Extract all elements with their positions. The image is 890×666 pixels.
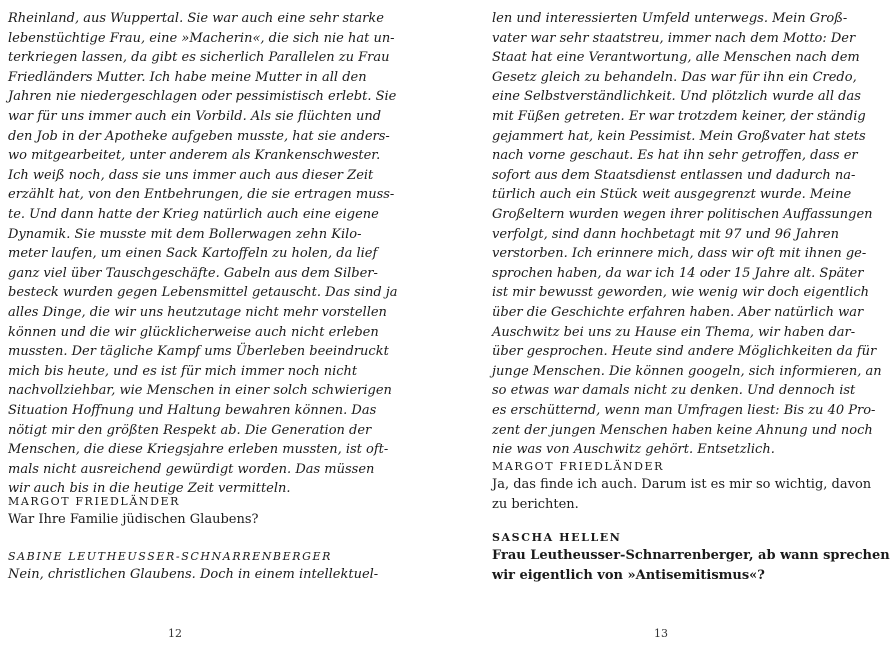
text-line: len und interessierten Umfeld unterwegs. Mein Groß- bbox=[492, 11, 848, 26]
text-line: Auschwitz bei uns zu Hause ein Thema, wir haben dar- bbox=[492, 324, 856, 340]
text-line: sofort aus dem Staatsdienst entlassen und dadurch na- bbox=[492, 167, 856, 183]
text-line: verstorben. Ich erinnere mich, dass wir oft mit ihnen ge- bbox=[492, 246, 867, 262]
text-line: zu berichten. bbox=[492, 496, 579, 512]
text-line: türlich auch ein Stück weit ausgegrenzt wurde. Meine bbox=[492, 187, 852, 203]
page-number-left: 12 bbox=[168, 627, 182, 640]
text-line: ganz viel über Tauschgeschäfte. Gabeln aus dem Silber- bbox=[8, 265, 378, 281]
text-line: lebenstüchtige Frau, eine »Macherin«, die sich nie hat un- bbox=[8, 30, 395, 46]
text-line: te. Und dann hatte der Krieg natürlich auch eine eigene bbox=[8, 207, 379, 222]
text-line: Großeltern wurden wegen ihrer politischen Auffassungen bbox=[492, 207, 873, 222]
text-line: Nein, christlichen Glaubens. Doch in einem intellektuel- bbox=[8, 567, 379, 582]
speaker-label-sabine-leutheusser-schnarrenberger: SABINE LEUTHEUSSER-SCHNARRENBERGER bbox=[8, 550, 333, 563]
text-line: wir auch bis in die heutige Zeit vermitteln. bbox=[8, 481, 291, 497]
text-line: erzählt hat, von den Entbehrungen, die sie ertragen muss- bbox=[8, 187, 395, 203]
text-line: Rheinland, aus Wuppertal. Sie war auch eine sehr starke bbox=[8, 11, 384, 26]
text-line: Jahren nie niedergeschlagen oder pessimistisch erlebt. Sie bbox=[8, 89, 397, 105]
left-page bbox=[0, 0, 416, 666]
text-line: junge Menschen. Die können googeln, sich informieren, an bbox=[492, 363, 882, 379]
speaker-label-margot-friedlaender: MARGOT FRIEDLÄNDER bbox=[8, 495, 181, 508]
text-line: besteck wurden gegen Lebensmittel getauscht. Das sind ja bbox=[8, 285, 398, 301]
text-line: ist mir bewusst geworden, wie wenig wir doch eigentlich bbox=[492, 285, 869, 301]
page-number-right: 13 bbox=[654, 627, 668, 640]
text-line: eine Selbstverständlichkeit. Und plötzlich wurde all das bbox=[492, 89, 861, 105]
text-line: mich bis heute, und es ist für mich immer noch nicht bbox=[8, 363, 358, 379]
text-line: zent der jungen Menschen haben keine Ahnung und noch bbox=[492, 422, 873, 438]
text-line: Staat hat eine Verantwortung, alle Menschen nach dem bbox=[492, 50, 860, 66]
text-line: so etwas war damals nicht zu denken. Und dennoch ist bbox=[492, 383, 856, 399]
text-line: können und die wir glücklicherweise auch nicht erleben bbox=[8, 324, 379, 340]
text-line: Ja, das finde ich auch. Darum ist es mir so wichtig, davon bbox=[492, 477, 872, 492]
text-line: terkriegen lassen, da gibt es sicherlich Parallelen zu Frau bbox=[8, 50, 390, 66]
text-line: es erschütternd, wenn man Umfragen liest: Bis zu 40 Pro- bbox=[492, 403, 876, 418]
text-line: verfolgt, sind dann hochbetagt mit 97 und 96 Jahren bbox=[492, 226, 839, 242]
text-line: den Job in der Apotheke aufgeben musste, hat sie anders- bbox=[8, 128, 390, 144]
text-line: Frau Leutheusser-Schnarrenberger, ab wann sprechen bbox=[492, 548, 890, 563]
text-line: wo mitgearbeitet, unter anderem als Krankenschwester. bbox=[8, 148, 381, 164]
text-line: mussten. Der tägliche Kampf ums Überleben beeindruckt bbox=[8, 344, 389, 360]
text-line: mals nicht ausreichend gewürdigt worden. Das müssen bbox=[8, 461, 375, 477]
text-line: Situation Hoffnung und Haltung bewahren können. Das bbox=[8, 403, 377, 418]
text-line: sprochen haben, da war ich 14 oder 15 Jahre alt. Später bbox=[492, 265, 864, 281]
text-line: Gesetz gleich zu behandeln. Das war für ihn ein Credo, bbox=[492, 69, 857, 85]
text-line: Friedländers Mutter. Ich habe meine Mutter in all den bbox=[8, 69, 367, 85]
text-line: war für uns immer auch ein Vorbild. Als sie flüchten und bbox=[8, 109, 382, 124]
text-line: alles Dinge, die wir uns heutzutage nicht mehr vorstellen bbox=[8, 305, 387, 320]
right-page bbox=[416, 0, 890, 666]
text-line: Menschen, die diese Kriegsjahre erleben mussten, ist oft- bbox=[8, 442, 389, 458]
text-line: Ich weiß noch, dass sie uns immer auch aus dieser Zeit bbox=[8, 167, 374, 183]
speaker-label-margot-friedlaender-right: MARGOT FRIEDLÄNDER bbox=[492, 460, 665, 473]
text-line: nötigt mir den größten Respekt ab. Die Generation der bbox=[8, 422, 372, 438]
text-line: nach vorne geschaut. Es hat ihn sehr getroffen, dass er bbox=[492, 148, 858, 164]
text-line: vater war sehr staatstreu, immer nach dem Motto: Der bbox=[492, 30, 856, 46]
text-line: nie was von Auschwitz gehört. Entsetzlich. bbox=[492, 442, 775, 458]
text-line: War Ihre Familie jüdischen Glaubens? bbox=[8, 512, 259, 527]
text-line: wir eigentlich von »Antisemitismus«? bbox=[492, 567, 765, 583]
text-line: über gesprochen. Heute sind andere Möglichkeiten da für bbox=[492, 344, 877, 360]
text-line: nachvollziehbar, wie Menschen in einer solch schwierigen bbox=[8, 383, 392, 399]
speaker-label-sascha-hellen: SASCHA HELLEN bbox=[492, 531, 622, 544]
text-line: mit Füßen getreten. Er war trotzdem keiner, der ständig bbox=[492, 109, 866, 124]
text-line: gejammert hat, kein Pessimist. Mein Großvater hat stets bbox=[492, 128, 866, 144]
text-line: meter laufen, um einen Sack Kartoffeln zu holen, da lief bbox=[8, 246, 378, 262]
text-line: Dynamik. Sie musste mit dem Bollerwagen zehn Kilo- bbox=[8, 226, 362, 242]
text-line: über die Geschichte erfahren haben. Aber natürlich war bbox=[492, 305, 864, 320]
